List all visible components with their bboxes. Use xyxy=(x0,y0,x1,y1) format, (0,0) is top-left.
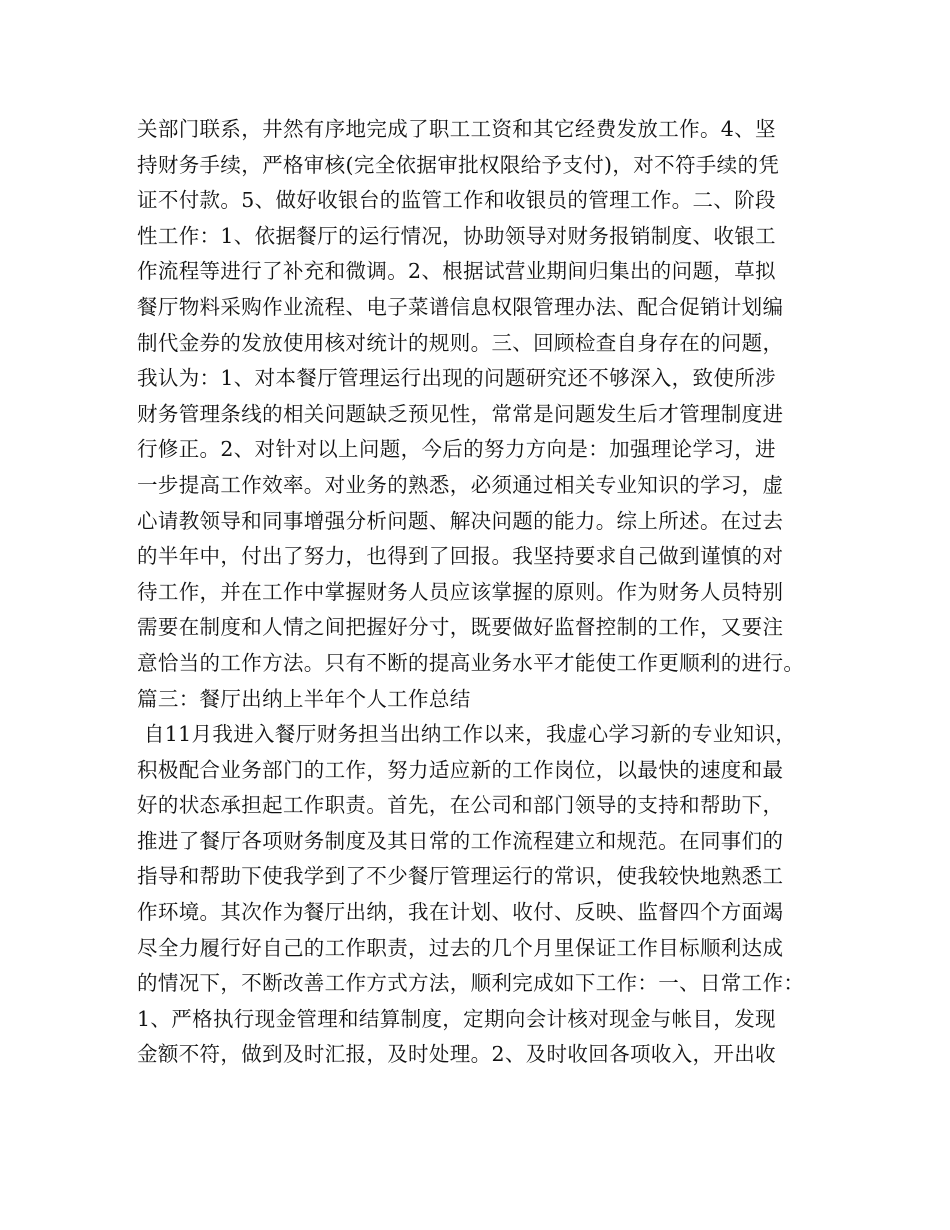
body-text xyxy=(137,112,837,1073)
text-line: 证不付款。5、做好收银台的监管工作和收银员的管理工作。二、阶段 xyxy=(137,188,776,213)
text-line: 作流程等进行了补充和微调。2、根据试营业期间归集出的问题，草拟 xyxy=(137,259,776,284)
text-line: 作环境。其次作为餐厅出纳，我在计划、收付、反映、监督四个方面竭 xyxy=(137,900,784,925)
text-line: 制代金券的发放使用核对统计的规则。三、回顾检查自身存在的问题， xyxy=(137,330,784,355)
section-heading: 篇三：餐厅出纳上半年个人工作总结 xyxy=(137,686,471,711)
text-line: 持财务手续，严格审核(完全依据审批权限给予支付)，对不符手续的凭 xyxy=(137,152,780,177)
text-line: 的情况下，不断改善工作方式方法，顺利完成如下工作：一、日常工作： xyxy=(137,971,805,996)
text-line: 一步提高工作效率。对业务的熟悉，必须通过相关专业知识的学习，虚 xyxy=(137,472,784,497)
text-line: 推进了餐厅各项财务制度及其日常的工作流程建立和规范。在同事们的 xyxy=(137,828,784,853)
text-line: 自11月我进入餐厅财务担当出纳工作以来，我虚心学习新的专业知识， xyxy=(137,722,797,747)
text-line: 指导和帮助下使我学到了不少餐厅管理运行的常识，使我较快地熟悉工 xyxy=(137,864,784,889)
text-line: 待工作，并在工作中掌握财务人员应该掌握的原则。作为财务人员特别 xyxy=(137,579,784,604)
text-line: 需要在制度和人情之间把握好分寸，既要做好监督控制的工作，又要注 xyxy=(137,615,784,640)
text-line: 我认为：1、对本餐厅管理运行出现的问题研究还不够深入，致使所涉 xyxy=(137,366,776,391)
text-line: 心请教领导和同事增强分析问题、解决问题的能力。综上所述。在过去 xyxy=(137,508,784,533)
text-line: 的半年中，付出了努力，也得到了回报。我坚持要求自己做到谨慎的对 xyxy=(137,544,784,569)
text-line: 好的状态承担起工作职责。首先，在公司和部门领导的支持和帮助下， xyxy=(137,793,784,818)
text-line: 财务管理条线的相关问题缺乏预见性，常常是问题发生后才管理制度进 xyxy=(137,401,784,426)
text-line: 关部门联系，井然有序地完成了职工工资和其它经费发放工作。4、坚 xyxy=(137,117,776,141)
text-line: 尽全力履行好自己的工作职责，过去的几个月里保证工作目标顺利达成 xyxy=(137,935,784,960)
text-line: 积极配合业务部门的工作，努力适应新的工作岗位，以最快的速度和最 xyxy=(137,757,784,782)
text-line: 意恰当的工作方法。只有不断的提高业务水平才能使工作更顺利的进行。 xyxy=(137,650,805,675)
text-line: 行修正。2、对针对以上问题，今后的努力方向是：加强理论学习，进 xyxy=(137,437,776,462)
text-line: 餐厅物料采购作业流程、电子菜谱信息权限管理办法、配合促销计划编 xyxy=(137,294,784,319)
text-line: 1、严格执行现金管理和结算制度，定期向会计核对现金与帐目，发现 xyxy=(137,1006,776,1031)
text-line: 性工作：1、依据餐厅的运行情况，协助领导对财务报销制度、收银工 xyxy=(137,223,776,248)
text-line: 金额不符，做到及时汇报，及时处理。2、及时收回各项收入，开出收 xyxy=(137,1042,776,1067)
